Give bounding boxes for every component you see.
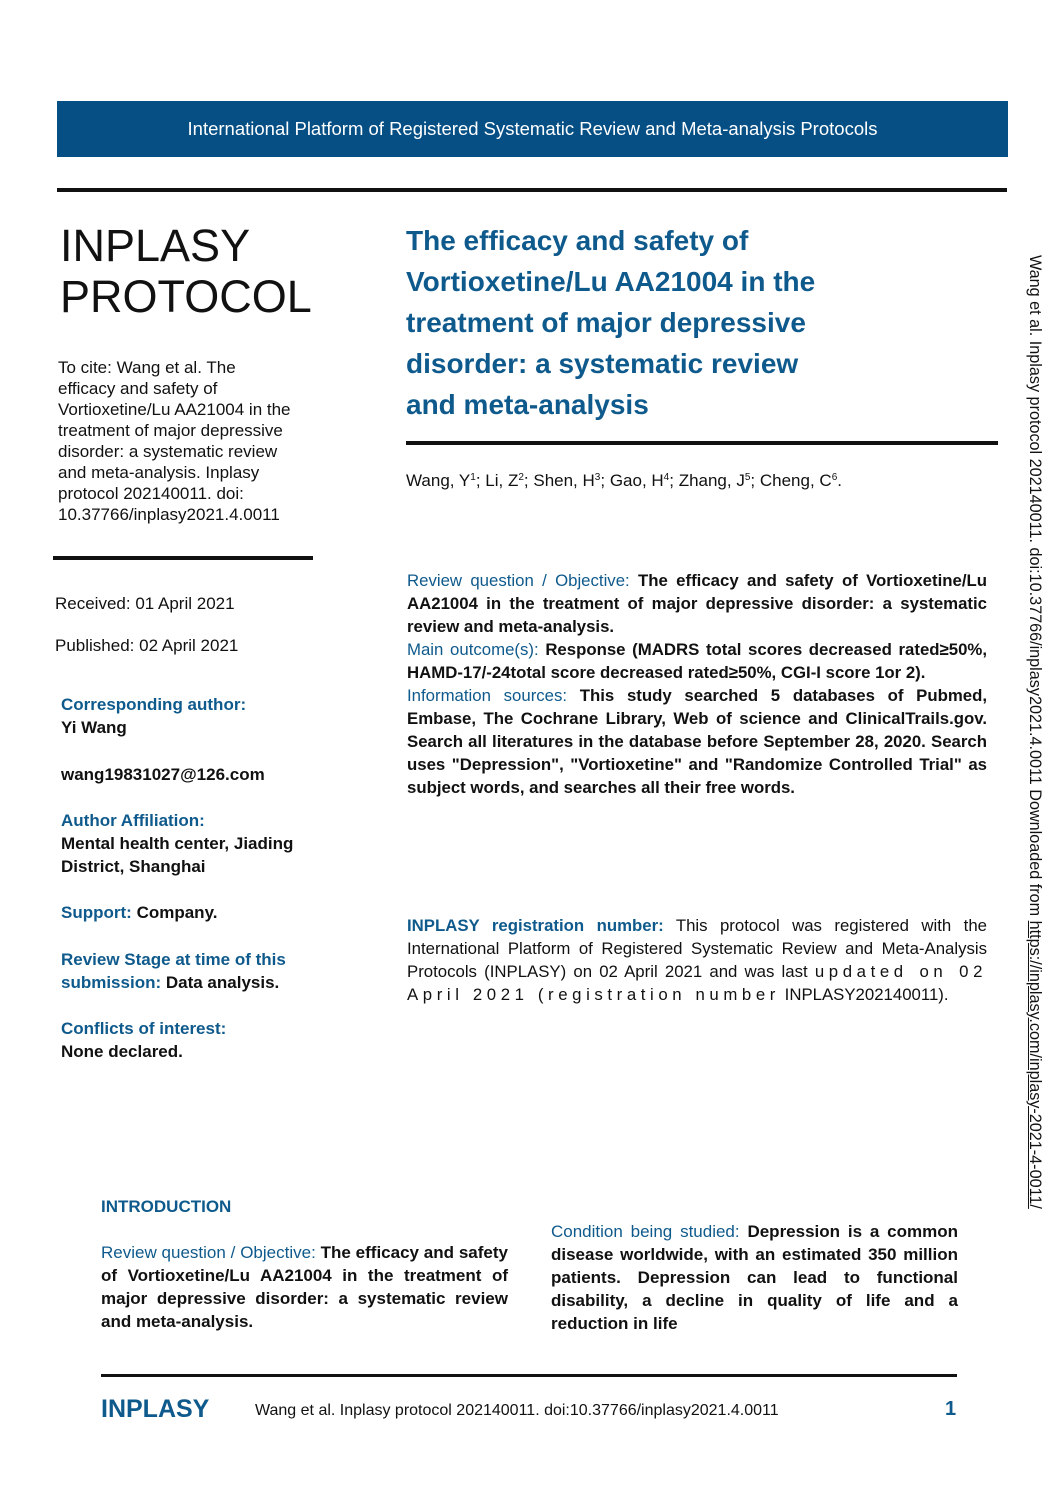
author-affiliation-mark: 4 [663,472,670,483]
protocol-brand [60,220,312,322]
author-separator: ; [600,471,610,490]
registration-text: This protocol was registered with the International Platform of Registered Systematic Review and Meta-Analysis Protocols (INPLASY) on 02 April 2021 and was last [407,916,987,981]
affiliation-label: Author Affiliation: [61,811,205,830]
author-name: Gao, H [609,471,664,490]
title-line: disorder: a systematic review [406,348,799,379]
corresponding-author-name: Yi Wang [61,718,127,737]
introduction-heading: INTRODUCTION [101,1197,232,1216]
published-date: Published: 02 April 2021 [55,636,239,655]
support-label: Support: [61,903,132,922]
author-affiliation-mark: 1 [470,472,476,483]
footer-brand: INPLASY [101,1395,210,1423]
abstract-main-outcomes-text: Response (MADRS total scores decreased rated≥50%, HAMD-17/-24total score decreased rated≥50%, CGI-I score 1or 2). [407,640,987,682]
conflicts-label: Conflicts of interest: [61,1019,227,1038]
abstract-information-sources [407,684,987,799]
footer-citation: Wang et al. Inplasy protocol 202140011. doi:10.37766/inplasy2021.4.0011 [255,1402,779,1419]
abstract-review-question-text: The efficacy and safety of Vortioxetine/Lu AA21004 in the treatment of major depressive disorder: a systematic review and meta-analysis. [407,571,987,636]
abstract-information-sources-text: This study searched 5 databases of Pubmed, Embase, The Cochrane Library, Web of science and ClinicalTrails.gov. Search all literatures in the database before September 28, 2020. Search uses "Depression", "Vortioxetine" and "Randomize Controlled Trial" as subject words, and searches all their free words. [407,686,987,797]
author-affiliation-mark: 5 [744,472,751,483]
title-line: and meta-analysis [406,389,649,420]
side-note-link[interactable]: https://inplasy.com/inplasy-2021-4-0011/ [1026,920,1044,1209]
registration-number: INPLASY202140011). [784,985,949,1004]
citation-line: treatment of major depressive [58,421,283,440]
abstract-review-question-label: Review question / Objective: [407,571,630,590]
citation-line: and meta-analysis. Inplasy [58,463,260,482]
author-affiliation-mark: 3 [594,472,601,483]
citation-line: protocol 202140011. doi: [58,484,244,503]
author-name: Cheng, C [759,471,832,490]
review-stage-label-2: submission: [61,973,162,992]
author-separator: ; [475,471,486,490]
abstract-main-outcomes [407,638,987,684]
brand-line-2: PROTOCOL [60,271,312,322]
author-name: Wang, Y [406,471,471,490]
support [61,901,351,924]
review-stage-label: Review Stage at time of this [61,950,286,969]
citation-line: efficacy and safety of [58,379,218,398]
condition-text: Depression is a common disease worldwide, with an estimated 350 million patients. Depression can lead to functional disability, a decline in quality of life and a reduction in life [551,1222,958,1333]
intro-review-question-label: Review question / Objective: [101,1243,316,1262]
citation-block [58,357,338,525]
received-date: Received: 01 April 2021 [55,594,235,613]
registration-label: INPLASY registration number: [407,916,664,935]
brand-line-1: INPLASY [60,220,251,271]
abstract-review-question [407,569,987,638]
author-affiliation-mark: 6 [831,472,838,483]
citation-line: 10.37766/inplasy2021.4.0011 [58,505,280,524]
intro-review-question-text: The efficacy and safety of Vortioxetine/Lu AA21004 in the treatment of major depressive disorder: a systematic review and meta-analysis. [101,1243,508,1331]
footer-rule [101,1374,957,1377]
registration-statement [407,914,987,1006]
title-line: treatment of major depressive [406,307,806,338]
condition-label: Condition being studied: [551,1222,740,1241]
author-affiliation [61,809,351,878]
author-name: Zhang, J [678,471,745,490]
author-separator: . [837,471,842,490]
citation-line: Vortioxetine/Lu AA21004 in the [58,400,291,419]
citation-rule [53,556,313,560]
paper-title [406,220,946,425]
title-rule [406,441,998,445]
intro-right-column [551,1220,958,1335]
citation-line: To cite: Wang et al. The [58,358,236,377]
corresponding-author-label: Corresponding author: [61,695,247,714]
corresponding-author [61,693,351,739]
affiliation-line: District, Shanghai [61,857,206,876]
author-name: Shen, H [533,471,595,490]
review-stage [61,948,351,994]
title-line: The efficacy and safety of [406,225,749,256]
affiliation-line: Mental health center, Jiading [61,834,294,853]
author-separator: ; [750,471,760,490]
conflicts-of-interest [61,1017,351,1063]
author-name: Li, Z [485,471,519,490]
review-stage-value: Data analysis. [165,973,280,992]
author-separator: ; [669,471,679,490]
abstract-information-sources-label: Information sources: [407,686,568,705]
support-value: Company. [136,903,218,922]
author-email[interactable]: wang19831027@126.com [61,765,265,784]
abstract-main-outcomes-label: Main outcome(s): [407,640,539,659]
author-affiliation-mark: 2 [518,472,524,483]
conflicts-value: None declared. [61,1042,183,1061]
header-banner: International Platform of Registered Systematic Review and Meta-analysis Protocols [57,101,1008,157]
intro-left-column [101,1241,508,1333]
side-note-text: Wang et al. Inplasy protocol 202140011. doi:10.37766/inplasy2021.4.0011 Downloaded from [1026,255,1044,921]
title-line: Vortioxetine/Lu AA21004 in the [406,266,816,297]
page-number: 1 [945,1398,957,1420]
author-separator: ; [523,471,534,490]
top-rule [57,188,1007,192]
author-list [406,467,842,492]
registration-text-spaced: updated on 02 April 2021 (registration number [407,962,987,1004]
citation-line: disorder: a systematic review [58,442,278,461]
abstract [407,569,987,799]
